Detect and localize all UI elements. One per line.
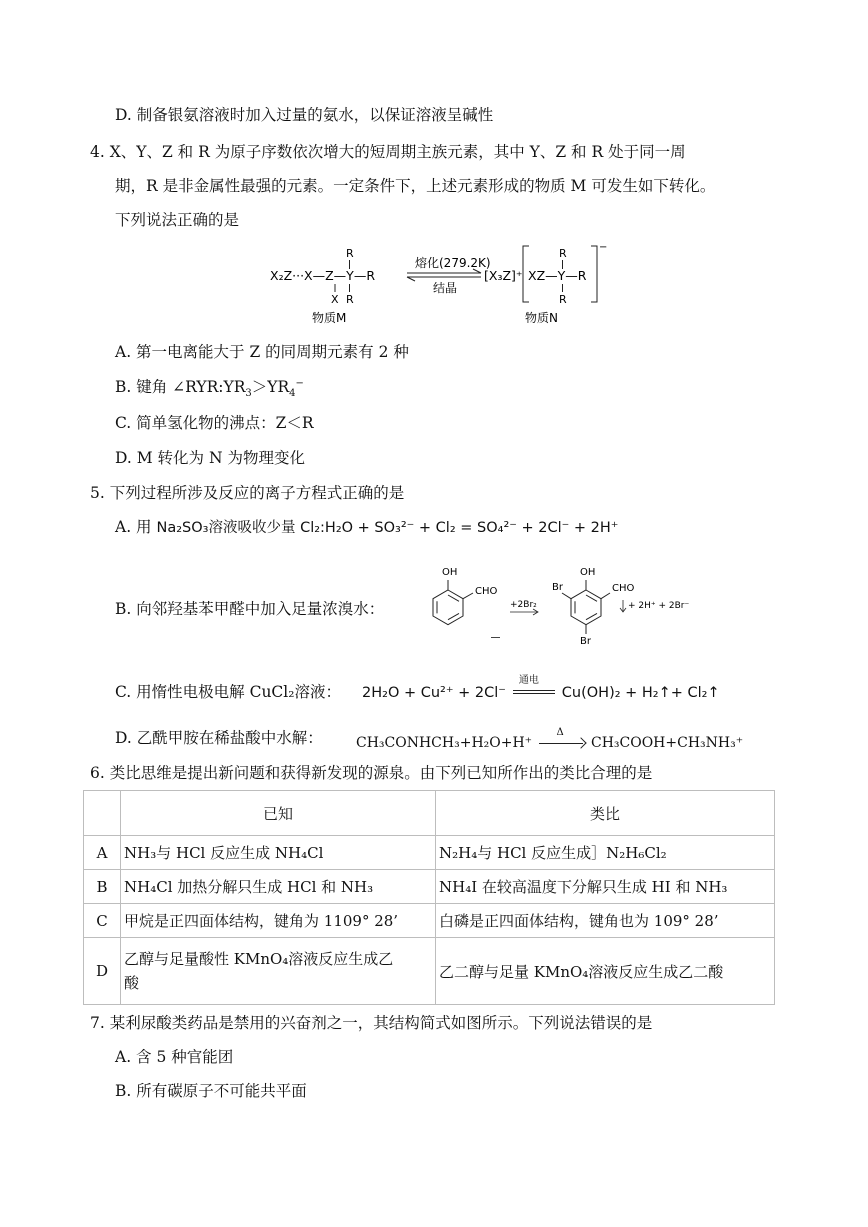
n-cation: [X₃Z]⁺ (484, 268, 523, 283)
m-x-bottom: X (331, 293, 339, 306)
table-row (84, 870, 775, 904)
n-r-bottom: R (559, 293, 567, 306)
q5-option-d-text: D. 乙酰甲胺在稀盐酸中水解： (115, 729, 323, 747)
row-analogy: NH₄I 在较高温度下分解只生成 HI 和 NH₃ (436, 870, 775, 904)
m-r-bottom: R (346, 293, 354, 306)
q4-stem-line-1: 4. X、Y、Z 和 R 为原子序数依次增大的短周期主族元素，其中 Y、Z 和 R 处于同一周 (90, 143, 686, 161)
row-analogy: 白磷是正四面体结构，键角也为 109° 28’ (436, 904, 775, 938)
row-label: C (84, 904, 121, 938)
header-blank (84, 791, 121, 836)
q5-option-a-label: A. 用 (115, 518, 157, 536)
electrolysis-reactants: 2H₂O + Cu²⁺ + 2Cl⁻ (362, 685, 506, 701)
anion-charge: − (599, 242, 608, 253)
anion-bracket-right (591, 246, 597, 302)
header-known: 已知 (121, 791, 436, 836)
left-cho-label: CHO (475, 586, 498, 597)
hydrolysis-products: CH₃COOH+CH₃NH₃⁺ (590, 735, 744, 751)
n-r-top: R (559, 247, 567, 260)
electrolysis-equals (511, 675, 557, 703)
arrow-crystallize-label: 结晶 (433, 281, 458, 295)
row-known-line-1: 乙醇与足量酸性 KMnO₄溶液反应生成乙 (124, 950, 394, 968)
q5-option-b-scheme (418, 560, 696, 648)
stray-mark (491, 637, 500, 638)
header-analogy: 类比 (436, 791, 775, 836)
n-anion-chain: XZ—Y—R (528, 268, 587, 283)
row-label: A (84, 836, 121, 870)
q4-option-b (115, 376, 304, 398)
hydrolysis-reactants: CH₃CONHCH₃+H₂O+H⁺ (356, 735, 533, 751)
q4-option-b-sub4: 4 (289, 388, 296, 400)
q4-option-c: C. 简单氢化物的沸点：Z＜R (115, 414, 314, 432)
left-oh-label: OH (442, 567, 458, 578)
q5-option-a-equation: Na₂SO₃溶液吸收少量 Cl₂:H₂O + SO₃²⁻ + Cl₂ = SO₄²⁻ + 2Cl⁻ + 2H⁺ (156, 520, 619, 536)
q5-option-b: B. 向邻羟基苯甲醛中加入足量浓溴水： (115, 600, 385, 618)
hydrolysis-condition: Δ (556, 727, 564, 738)
q4-option-b-sub3: 3 (245, 388, 252, 400)
row-known (121, 938, 436, 1005)
ion-products: + 2H⁺ + 2Br⁻ (628, 601, 690, 611)
q5-option-c (115, 681, 341, 703)
q7-stem: 7. 某利尿酸类药品是禁用的兴奋剂之一，其结构简式如图所示。下列说法错误的是 (90, 1014, 653, 1032)
electrolysis-condition: 通电 (518, 675, 539, 686)
q5-stem: 5. 下列过程所涉及反应的离子方程式正确的是 (90, 484, 405, 502)
q4-stem-line-3: 下列说法正确的是 (115, 211, 240, 229)
q5-option-c-equation (362, 675, 720, 704)
q4-option-a: A. 第一电离能大于 Z 的同周期元素有 2 种 (115, 343, 409, 361)
row-label: B (84, 870, 121, 904)
reverse-arrow-head (407, 277, 415, 281)
q5-option-d (115, 727, 323, 749)
q4-reaction-scheme (265, 240, 610, 328)
q4-option-d: D. M 转化为 N 为物理变化 (115, 449, 305, 467)
q7-option-a: A. 含 5 种官能团 (115, 1048, 234, 1066)
q6-stem: 6. 类比思维是提出新问题和获得新发现的源泉。由下列已知所作出的类比合理的是 (90, 764, 653, 782)
row-label: D (84, 938, 121, 1005)
row-known: NH₄Cl 加热分解只生成 HCl 和 NH₃ (121, 870, 436, 904)
row-analogy: 乙二醇与足量 KMnO₄溶液反应生成乙二酸 (436, 938, 775, 1005)
row-known: NH₃与 HCl 反应生成 NH₄Cl (121, 836, 436, 870)
q5-option-c-text: C. 用惰性电极电解 CuCl₂溶液： (115, 683, 341, 701)
electrolysis-products: Cu(OH)₂ + H₂↑+ Cl₂↑ (561, 685, 720, 701)
m-formula: X₂Z···X—Z—Y—R (270, 268, 376, 283)
arrow-melt-label: 熔化(279.2K) (415, 256, 491, 270)
q4-option-b-text: B. 键角 ∠RYR:YR (115, 378, 246, 396)
q7-option-b: B. 所有碳原子不可能共平面 (115, 1082, 307, 1100)
right-br-bottom-label: Br (580, 636, 591, 647)
q3-option-d: D. 制备银氨溶液时加入过量的氨水，以保证溶液呈碱性 (115, 106, 494, 124)
reagent-br2: +2Br₂ (510, 600, 537, 610)
q4-option-b-charge: − (295, 377, 304, 389)
q5-option-a (115, 516, 618, 539)
label-substance-m: 物质M (312, 311, 347, 325)
right-oh-label: OH (580, 567, 596, 578)
table-row (84, 836, 775, 870)
label-substance-n: 物质N (525, 311, 558, 325)
hydrolysis-arrow (537, 727, 587, 754)
table-header-row (84, 791, 775, 836)
row-analogy: N₂H₄与 HCl 反应生成］N₂H₆Cl₂ (436, 836, 775, 870)
q4-stem-line-2: 期，R 是非金属性最强的元素。一定条件下，上述元素形成的物质 M 可发生如下转化。 (115, 177, 716, 195)
right-cho-label: CHO (612, 583, 635, 594)
row-known: 甲烷是正四面体结构，键角为 1109° 28’ (121, 904, 436, 938)
table-row (84, 938, 775, 1005)
right-br-label: Br (552, 582, 563, 593)
q4-option-b-mid: ＞YR (251, 378, 290, 396)
m-r-top: R (346, 247, 354, 260)
table-row (84, 904, 775, 938)
q5-option-d-equation (356, 727, 744, 754)
analogy-table (83, 790, 775, 1005)
row-known-line-2: 酸 (124, 974, 140, 992)
